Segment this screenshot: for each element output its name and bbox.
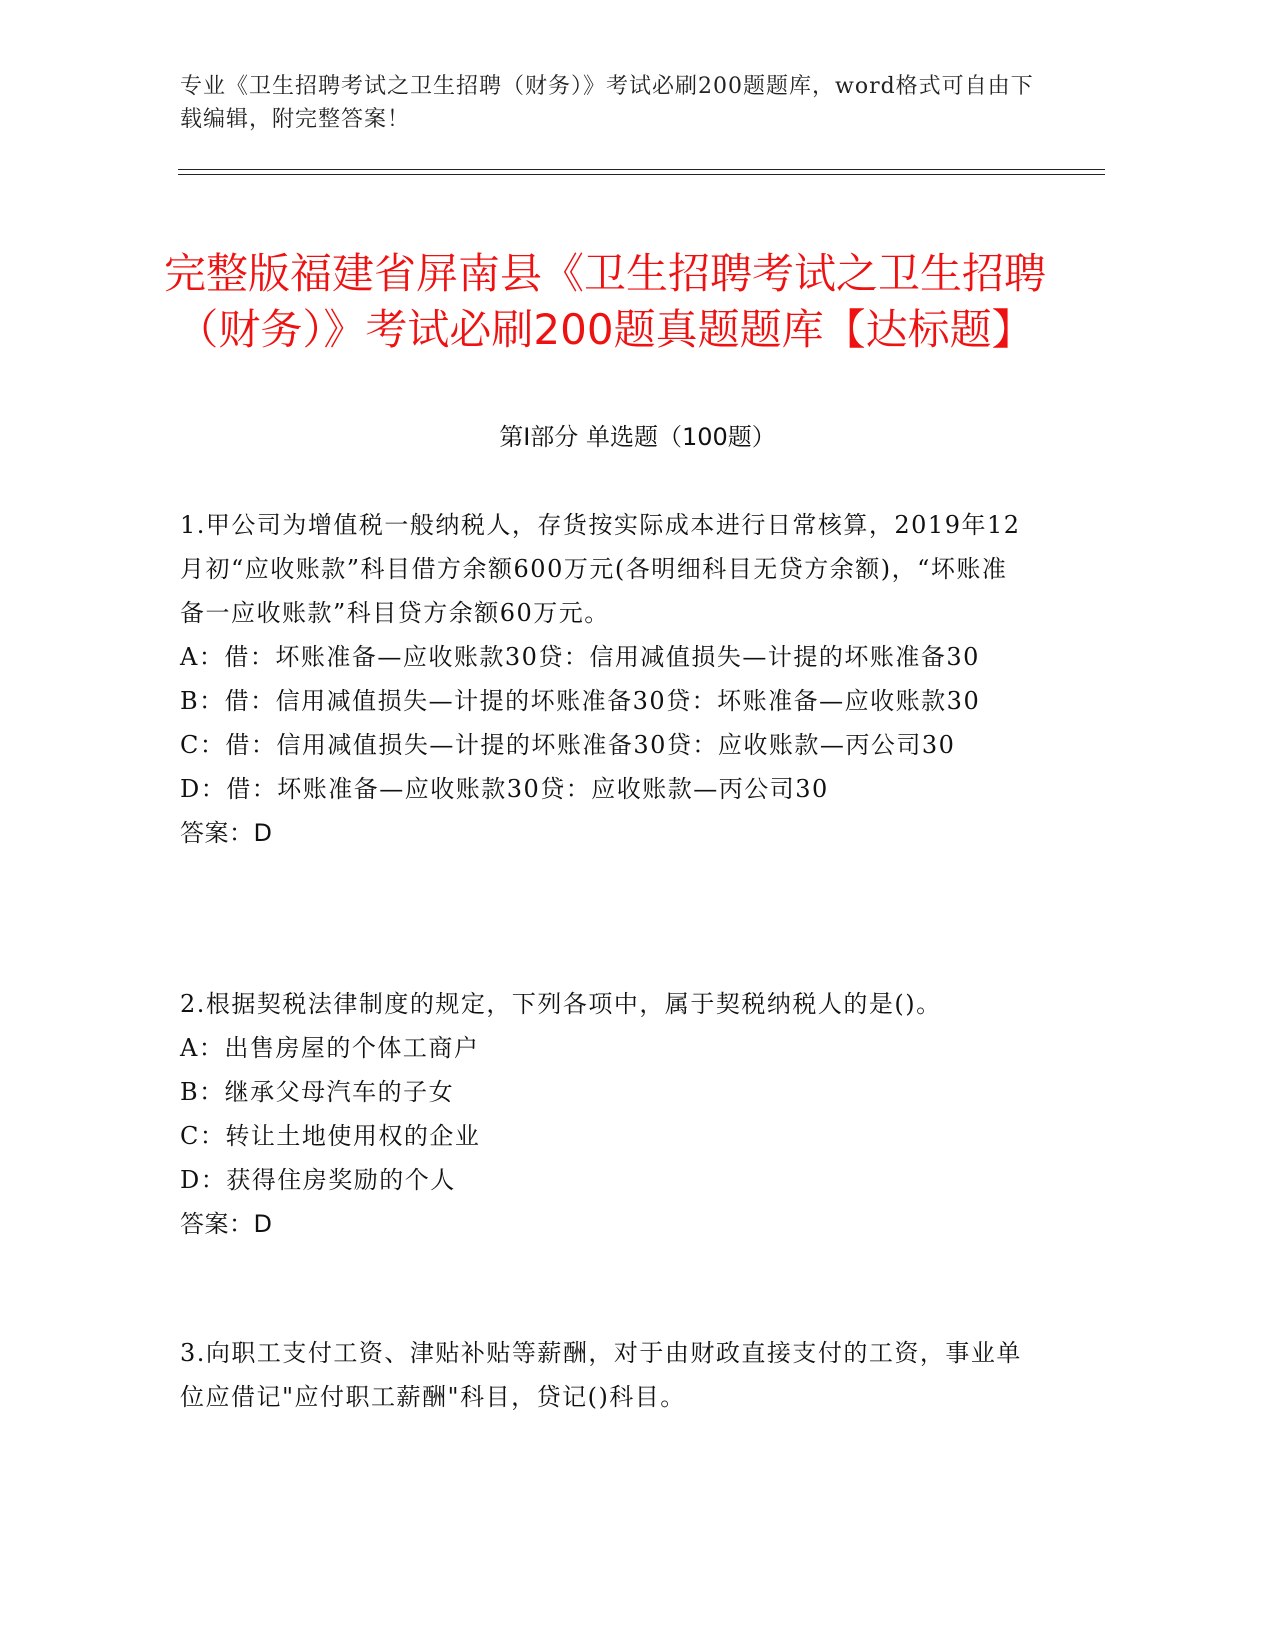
option-d: D：借：坏账准备—应收账款30贷：应收账款—丙公司30 bbox=[180, 775, 829, 803]
option-c: C：借：信用减值损失—计提的坏账准备30贷：应收账款—丙公司30 bbox=[180, 731, 956, 759]
option-d: D：获得住房奖励的个人 bbox=[180, 1166, 456, 1194]
header-divider-top bbox=[178, 169, 1105, 170]
document-title: 完整版福建省屏南县《卫生招聘考试之卫生招聘（财务）》考试必刷200题真题题库【达标题】 bbox=[163, 249, 1046, 355]
option-a: A：借：坏账准备—应收账款30贷：信用减值损失—计提的坏账准备30 bbox=[180, 643, 980, 671]
header-divider-bottom bbox=[178, 174, 1105, 175]
question-1 bbox=[180, 503, 1025, 855]
section-heading: 第I部分 单选题（100题） bbox=[499, 423, 776, 451]
question-text: 3.向职工支付工资、津贴补贴等薪酬，对于由财政直接支付的工资，事业单位应借记"应付职工薪酬"科目，贷记()科目。 bbox=[180, 1339, 1022, 1411]
question-text: 1.甲公司为增值税一般纳税人，存货按实际成本进行日常核算，2019年12月初“应收账款”科目借方余额600万元(各明细科目无贷方余额)，“坏账准备一应收账款”科目贷方余额60万元。 bbox=[180, 511, 1021, 627]
answer: 答案：D bbox=[180, 819, 273, 847]
option-c: C：转让土地使用权的企业 bbox=[180, 1122, 481, 1150]
question-2 bbox=[180, 982, 1025, 1246]
option-b: B：继承父母汽车的子女 bbox=[180, 1078, 455, 1106]
answer: 答案：D bbox=[180, 1210, 273, 1238]
question-text: 2.根据契税法律制度的规定，下列各项中，属于契税纳税人的是()。 bbox=[180, 990, 942, 1018]
option-b: B：借：信用减值损失—计提的坏账准备30贷：坏账准备—应收账款30 bbox=[180, 687, 981, 715]
header-note: 专业《卫生招聘考试之卫生招聘（财务）》考试必刷200题题库，word格式可自由下载编辑，附完整答案！ bbox=[180, 74, 1034, 132]
question-3 bbox=[180, 1331, 1025, 1419]
option-a: A：出售房屋的个体工商户 bbox=[180, 1034, 480, 1062]
